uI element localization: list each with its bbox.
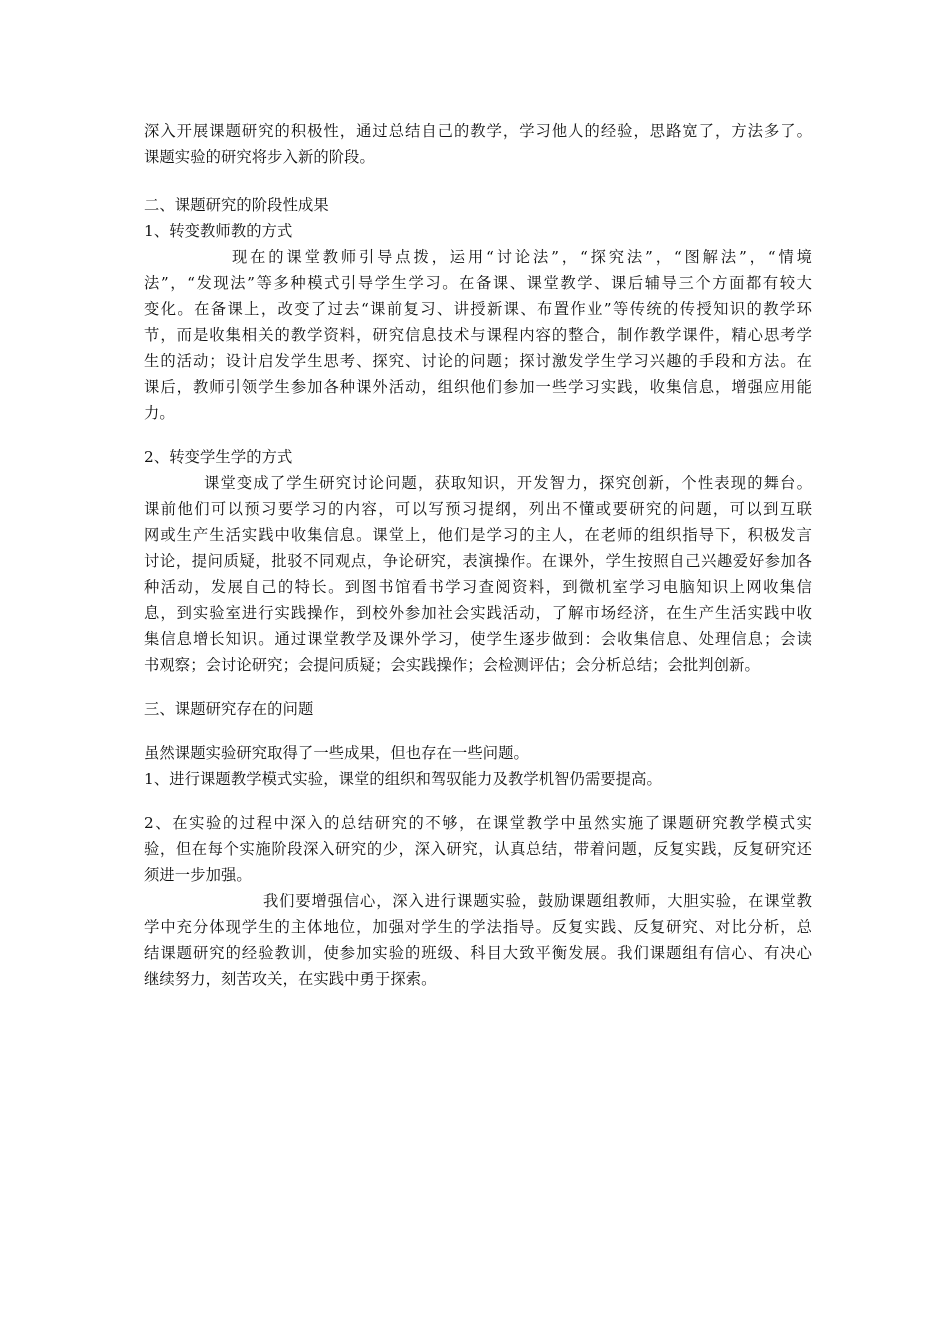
text-line: 须进一步加强。 — [144, 866, 252, 884]
text-line: 2、在实验的过程中深入的总结研究的不够，在课堂教学中虽然实施了课题研究教学模式实 — [144, 814, 812, 832]
text-line: 讨论，提问质疑，批驳不同观点，争论研究，表演操作。在课外，学生按照自己兴趣爱好参加各 — [144, 552, 812, 570]
document-body — [144, 118, 812, 992]
text-line: 课堂变成了学生研究讨论问题，获取知识，开发智力，探究创新，个性表现的舞台。 — [204, 474, 812, 492]
text-line: 课题实验的研究将步入新的阶段。 — [144, 148, 375, 166]
text-line: 我们要增强信心，深入进行课题实验，鼓励课题组教师，大胆实验，在课堂教 — [263, 892, 812, 910]
text-line: 种活动，发展自己的特长。到图书馆看书学习查阅资料，到微机室学习电脑知识上网收集信 — [144, 578, 812, 596]
text-line: 现在的课堂教师引导点拨，运用“讨论法”，“探究法”，“图解法”，“情境 — [232, 248, 812, 266]
section-heading-2: 二、课题研究的阶段性成果 — [144, 196, 329, 214]
text-line: 书观察；会讨论研究；会提问质疑；会实践操作；会检测评估；会分析总结；会批判创新。 — [144, 656, 760, 674]
problem-item-2 — [144, 810, 812, 888]
text-line: 深入开展课题研究的积极性，通过总结自己的教学，学习他人的经验，思路宽了，方法多了。 — [144, 122, 812, 140]
text-line: 课前他们可以预习要学习的内容，可以写预习提纲，列出不懂或要研究的问题，可以到互联 — [144, 500, 812, 518]
text-line: 节，而是收集相关的教学资料，研究信息技术与课程内容的整合，制作教学课件，精心思考学 — [144, 326, 812, 344]
subsection-title-2: 2、转变学生学的方式 — [144, 448, 293, 466]
text-line: 法”，“发现法”等多种模式引导学生学习。在备课、课堂教学、课后辅导三个方面都有较大 — [144, 274, 812, 292]
text-line: 网或生产生活实践中收集信息。课堂上，他们是学习的主人，在老师的组织指导下，积极发言 — [144, 526, 812, 544]
subsection-title-1: 1、转变教师教的方式 — [144, 222, 293, 240]
text-line: 课后，教师引领学生参加各种课外活动，组织他们参加一些学习实践，收集信息，增强应用能 — [144, 378, 812, 396]
text-line: 集信息增长知识。通过课堂教学及课外学习，使学生逐步做到：会收集信息、处理信息；会读 — [144, 630, 812, 648]
text-line: 变化。在备课上，改变了过去“课前复习、讲授新课、布置作业”等传统的传授知识的教学环 — [144, 300, 812, 318]
student-method-paragraph — [144, 470, 812, 678]
teacher-method-paragraph — [144, 244, 812, 426]
text-line: 结课题研究的经验教训，使参加实验的班级、科目大致平衡发展。我们课题组有信心、有决心 — [144, 944, 812, 962]
text-line: 息，到实验室进行实践操作，到校外参加社会实践活动，了解市场经济，在生产生活实践中收 — [144, 604, 812, 622]
text-line: 生的活动；设计启发学生思考、探究、讨论的问题；探讨激发学生学习兴趣的手段和方法。在 — [144, 352, 812, 370]
text-line: 学中充分体现学生的主体地位，加强对学生的学法指导。反复实践、反复研究、对比分析，总 — [144, 918, 812, 936]
problems-intro: 虽然课题实验研究取得了一些成果，但也存在一些问题。 — [144, 744, 529, 762]
text-line: 继续努力，刻苦攻关，在实践中勇于探索。 — [144, 970, 437, 988]
text-line: 力。 — [144, 404, 175, 422]
section-heading-3: 三、课题研究存在的问题 — [144, 700, 314, 718]
problem-item-1: 1、进行课题教学模式实验，课堂的组织和驾驭能力及教学机智仍需要提高。 — [144, 770, 662, 788]
text-line: 验，但在每个实施阶段深入研究的少，深入研究，认真总结，带着问题，反复实践，反复研究还 — [144, 840, 812, 858]
intro-paragraph — [144, 118, 812, 170]
closing-paragraph — [144, 888, 812, 992]
